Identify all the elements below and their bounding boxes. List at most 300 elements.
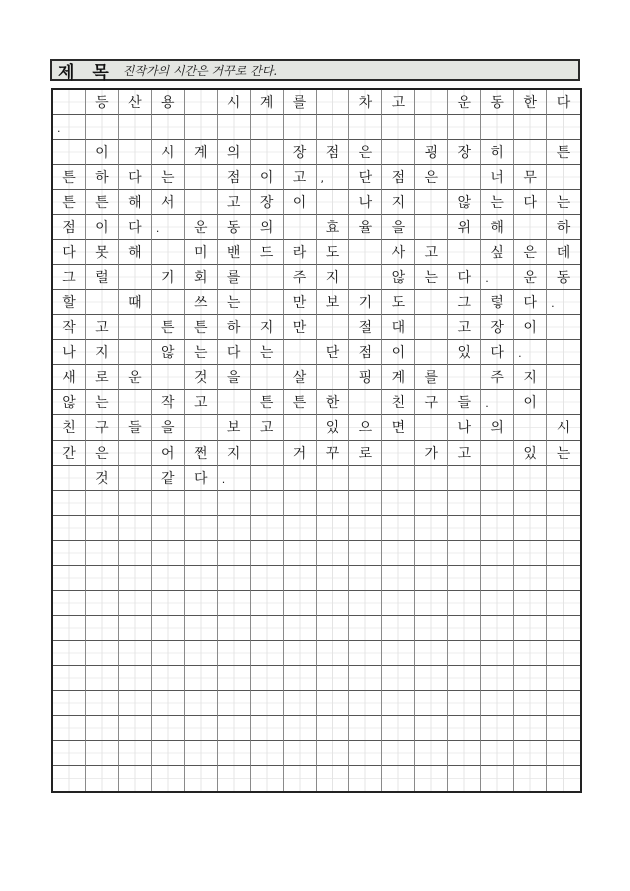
grid-cell	[415, 290, 448, 315]
grid-cell	[218, 591, 251, 616]
grid-cell	[349, 641, 382, 666]
grid-cell: 간	[53, 441, 86, 466]
grid-cell	[284, 766, 317, 791]
grid-cell: 고	[382, 90, 415, 115]
grid-cell: 단	[349, 165, 382, 190]
grid-cell: 튼	[152, 315, 185, 340]
grid-cell: 히	[481, 140, 514, 165]
grid-cell	[152, 716, 185, 741]
grid-cell	[481, 766, 514, 791]
grid-cell: 점	[218, 165, 251, 190]
grid-cell: 은	[514, 240, 547, 265]
grid-cell	[119, 566, 152, 591]
grid-cell	[86, 566, 119, 591]
grid-cell: 친	[382, 390, 415, 415]
grid-cell: 어	[152, 441, 185, 466]
grid-cell	[415, 190, 448, 215]
grid-cell: 으	[349, 415, 382, 440]
grid-cell	[382, 741, 415, 766]
grid-cell	[53, 466, 86, 491]
grid-cell	[382, 441, 415, 466]
grid-cell	[218, 766, 251, 791]
grid-cell	[119, 741, 152, 766]
grid-cell: 나	[53, 340, 86, 365]
grid-cell: 은	[86, 441, 119, 466]
grid-cell	[415, 691, 448, 716]
grid-cell	[119, 491, 152, 516]
grid-cell	[185, 516, 218, 541]
grid-cell: 은	[415, 165, 448, 190]
grid-cell	[349, 466, 382, 491]
grid-cell	[284, 415, 317, 440]
grid-cell	[284, 666, 317, 691]
grid-cell	[284, 616, 317, 641]
grid-cell	[514, 566, 547, 591]
grid-cell	[481, 616, 514, 641]
grid-cell	[349, 666, 382, 691]
grid-cell	[415, 315, 448, 340]
grid-cell	[415, 215, 448, 240]
grid-cell: .	[514, 340, 547, 365]
grid-cell	[185, 766, 218, 791]
grid-cell	[514, 716, 547, 741]
grid-cell: 지	[251, 315, 284, 340]
grid-cell: 의	[251, 215, 284, 240]
grid-cell: 절	[349, 315, 382, 340]
grid-cell	[284, 591, 317, 616]
grid-cell	[119, 691, 152, 716]
grid-cell: 기	[349, 290, 382, 315]
grid-cell	[218, 616, 251, 641]
grid-cell	[185, 165, 218, 190]
grid-cell	[382, 666, 415, 691]
grid-cell	[547, 541, 580, 566]
grid-cell: 을	[382, 215, 415, 240]
grid-cell: 튼	[185, 315, 218, 340]
grid-cell: 해	[119, 240, 152, 265]
grid-cell: 쓰	[185, 290, 218, 315]
grid-cell: 는	[547, 441, 580, 466]
grid-cell	[284, 566, 317, 591]
grid-cell: 고	[251, 415, 284, 440]
grid-cell: .	[53, 115, 86, 140]
grid-cell: 작	[152, 390, 185, 415]
grid-cell: 지	[317, 265, 350, 290]
grid-cell: 동	[218, 215, 251, 240]
grid-cell: 있	[448, 340, 481, 365]
grid-cell	[448, 666, 481, 691]
grid-cell: 고	[86, 315, 119, 340]
grid-cell	[448, 491, 481, 516]
grid-cell	[481, 591, 514, 616]
grid-cell: 이	[284, 190, 317, 215]
grid-cell: 이	[86, 215, 119, 240]
grid-cell	[317, 741, 350, 766]
grid-cell	[53, 140, 86, 165]
grid-cell: 는	[86, 390, 119, 415]
grid-cell	[86, 716, 119, 741]
grid-cell	[185, 616, 218, 641]
grid-cell	[251, 516, 284, 541]
grid-cell: 한	[317, 390, 350, 415]
grid-cell	[448, 165, 481, 190]
grid-cell: 데	[547, 240, 580, 265]
grid-cell	[349, 115, 382, 140]
grid-cell	[415, 466, 448, 491]
grid-cell: 주	[284, 265, 317, 290]
grid-cell: 고	[448, 315, 481, 340]
grid-cell: 만	[284, 315, 317, 340]
grid-cell: 다	[547, 90, 580, 115]
grid-cell: 점	[317, 140, 350, 165]
grid-cell: 운	[119, 365, 152, 390]
grid-cell	[514, 766, 547, 791]
grid-cell: 럴	[86, 265, 119, 290]
grid-cell: 만	[284, 290, 317, 315]
grid-cell	[218, 691, 251, 716]
grid-cell	[349, 491, 382, 516]
grid-cell: 튼	[53, 165, 86, 190]
grid-cell	[284, 115, 317, 140]
grid-cell	[251, 716, 284, 741]
grid-cell	[481, 491, 514, 516]
grid-cell	[251, 466, 284, 491]
grid-cell: 율	[349, 215, 382, 240]
grid-cell	[349, 691, 382, 716]
grid-cell	[317, 666, 350, 691]
grid-cell	[481, 516, 514, 541]
grid-cell	[251, 741, 284, 766]
grid-cell	[382, 766, 415, 791]
grid-cell	[382, 466, 415, 491]
grid-cell	[119, 140, 152, 165]
grid-cell	[547, 340, 580, 365]
grid-cell	[317, 616, 350, 641]
grid-cell	[86, 516, 119, 541]
grid-cell	[514, 616, 547, 641]
grid-cell	[448, 365, 481, 390]
grid-cell: 는	[547, 190, 580, 215]
grid-cell: 하	[218, 315, 251, 340]
grid-cell: .	[481, 265, 514, 290]
grid-cell	[185, 541, 218, 566]
grid-cell	[448, 691, 481, 716]
grid-cell: 나	[349, 190, 382, 215]
grid-cell	[317, 691, 350, 716]
grid-cell	[547, 466, 580, 491]
grid-cell	[317, 716, 350, 741]
grid-cell	[547, 591, 580, 616]
grid-cell	[481, 466, 514, 491]
grid-cell	[251, 265, 284, 290]
grid-cell	[152, 240, 185, 265]
grid-cell: 드	[251, 240, 284, 265]
grid-cell	[251, 491, 284, 516]
grid-cell: 할	[53, 290, 86, 315]
grid-cell	[185, 741, 218, 766]
grid-cell: 다	[218, 340, 251, 365]
grid-cell	[415, 666, 448, 691]
grid-cell	[251, 140, 284, 165]
grid-cell: 로	[349, 441, 382, 466]
grid-cell: 시	[547, 415, 580, 440]
grid-cell	[317, 115, 350, 140]
grid-cell: 는	[152, 165, 185, 190]
grid-cell: 장	[448, 140, 481, 165]
grid-cell	[152, 616, 185, 641]
grid-cell	[349, 265, 382, 290]
grid-cell	[415, 90, 448, 115]
grid-cell	[53, 691, 86, 716]
grid-cell: 는	[251, 340, 284, 365]
grid-cell: 회	[185, 265, 218, 290]
grid-cell	[514, 641, 547, 666]
grid-cell	[415, 741, 448, 766]
grid-cell	[284, 541, 317, 566]
grid-cell	[317, 315, 350, 340]
grid-cell: 다	[448, 265, 481, 290]
grid-cell	[152, 566, 185, 591]
grid-cell	[317, 466, 350, 491]
grid-cell	[185, 566, 218, 591]
grid-cell	[547, 491, 580, 516]
grid-cell: 고	[284, 165, 317, 190]
grid-cell	[481, 716, 514, 741]
grid-cell	[152, 290, 185, 315]
grid-cell: 면	[382, 415, 415, 440]
grid-cell: 친	[53, 415, 86, 440]
grid-cell	[317, 190, 350, 215]
grid-cell: 계	[382, 365, 415, 390]
grid-cell: 튼	[547, 140, 580, 165]
grid-cell	[53, 90, 86, 115]
grid-cell: 이	[514, 315, 547, 340]
grid-cell	[86, 115, 119, 140]
grid-cell	[53, 616, 86, 641]
grid-cell	[317, 566, 350, 591]
grid-cell	[382, 591, 415, 616]
grid-cell	[218, 516, 251, 541]
grid-cell: 이	[251, 165, 284, 190]
grid-cell	[481, 541, 514, 566]
grid-cell	[514, 466, 547, 491]
grid-cell	[152, 666, 185, 691]
grid-cell	[152, 691, 185, 716]
grid-cell	[251, 541, 284, 566]
grid-cell	[448, 766, 481, 791]
grid-cell: 못	[86, 240, 119, 265]
grid-cell	[251, 666, 284, 691]
grid-cell	[547, 766, 580, 791]
grid-cell: 은	[349, 140, 382, 165]
manuscript-grid	[51, 88, 582, 793]
grid-cell: 다	[514, 290, 547, 315]
grid-cell: 다	[119, 215, 152, 240]
grid-cell: 의	[218, 140, 251, 165]
grid-cell: 단	[317, 340, 350, 365]
grid-cell: 있	[317, 415, 350, 440]
grid-cell	[251, 641, 284, 666]
grid-cell	[119, 315, 152, 340]
grid-cell: 튼	[284, 390, 317, 415]
grid-cell	[349, 716, 382, 741]
grid-cell: 다	[185, 466, 218, 491]
grid-cell	[448, 591, 481, 616]
grid-cell: 고	[185, 390, 218, 415]
grid-cell	[547, 641, 580, 666]
grid-cell: 다	[119, 165, 152, 190]
grid-cell	[481, 641, 514, 666]
grid-cell	[415, 415, 448, 440]
grid-cell	[514, 591, 547, 616]
grid-cell	[547, 716, 580, 741]
grid-cell	[415, 491, 448, 516]
grid-cell: 들	[119, 415, 152, 440]
grid-cell: 효	[317, 215, 350, 240]
grid-cell: 그	[448, 290, 481, 315]
grid-cell: 지	[382, 190, 415, 215]
grid-cell	[119, 516, 152, 541]
grid-cell	[86, 741, 119, 766]
grid-cell	[218, 541, 251, 566]
grid-cell: 도	[317, 240, 350, 265]
grid-cell: 를	[284, 90, 317, 115]
grid-cell: 을	[218, 365, 251, 390]
grid-cell: 는	[185, 340, 218, 365]
grid-cell	[415, 591, 448, 616]
grid-cell: 시	[152, 140, 185, 165]
grid-cell	[349, 591, 382, 616]
grid-cell	[448, 716, 481, 741]
grid-cell: 점	[349, 340, 382, 365]
grid-cell: 굉	[415, 140, 448, 165]
grid-cell	[218, 115, 251, 140]
grid-cell	[448, 641, 481, 666]
grid-cell	[448, 240, 481, 265]
grid-cell: 이	[86, 140, 119, 165]
grid-cell: 렇	[481, 290, 514, 315]
grid-cell	[547, 741, 580, 766]
grid-cell	[119, 390, 152, 415]
grid-cell: 동	[547, 265, 580, 290]
grid-cell	[317, 641, 350, 666]
grid-cell: 을	[152, 415, 185, 440]
grid-cell	[349, 741, 382, 766]
grid-cell	[284, 491, 317, 516]
grid-cell	[185, 90, 218, 115]
grid-cell	[185, 115, 218, 140]
grid-cell: 하	[547, 215, 580, 240]
grid-cell	[481, 666, 514, 691]
grid-cell: .	[547, 290, 580, 315]
grid-cell	[53, 491, 86, 516]
grid-cell: 계	[185, 140, 218, 165]
grid-cell	[448, 566, 481, 591]
grid-cell	[86, 616, 119, 641]
grid-cell: .	[218, 466, 251, 491]
grid-cell	[119, 115, 152, 140]
grid-cell	[284, 691, 317, 716]
grid-cell	[317, 591, 350, 616]
grid-cell: 주	[481, 365, 514, 390]
grid-cell: 점	[382, 165, 415, 190]
grid-cell: 지	[514, 365, 547, 390]
grid-cell: 고	[218, 190, 251, 215]
grid-cell	[86, 541, 119, 566]
grid-cell	[251, 441, 284, 466]
grid-cell	[349, 240, 382, 265]
grid-cell	[514, 115, 547, 140]
grid-cell	[415, 541, 448, 566]
grid-cell	[251, 766, 284, 791]
grid-cell: 때	[119, 290, 152, 315]
grid-cell	[317, 541, 350, 566]
grid-cell	[382, 716, 415, 741]
grid-cell: 튼	[53, 190, 86, 215]
grid-cell: 계	[251, 90, 284, 115]
grid-cell	[86, 491, 119, 516]
grid-cell: 는	[218, 290, 251, 315]
grid-cell	[415, 115, 448, 140]
grid-cell: 운	[514, 265, 547, 290]
grid-cell	[185, 691, 218, 716]
grid-cell	[218, 390, 251, 415]
grid-cell: 를	[415, 365, 448, 390]
grid-cell	[448, 516, 481, 541]
grid-cell	[152, 641, 185, 666]
grid-cell	[448, 616, 481, 641]
grid-cell	[317, 491, 350, 516]
grid-cell	[119, 716, 152, 741]
grid-cell	[284, 716, 317, 741]
grid-cell	[284, 516, 317, 541]
grid-cell	[547, 516, 580, 541]
grid-cell: 너	[481, 165, 514, 190]
grid-cell	[547, 616, 580, 641]
grid-cell	[382, 641, 415, 666]
grid-cell: 이	[514, 390, 547, 415]
grid-cell: 튼	[86, 190, 119, 215]
grid-cell: 등	[86, 90, 119, 115]
grid-cell: 운	[185, 215, 218, 240]
essay-title: 진작가의 시간은 거꾸로 간다.	[122, 63, 278, 78]
grid-cell: 않	[152, 340, 185, 365]
grid-cell	[415, 716, 448, 741]
grid-cell	[415, 340, 448, 365]
grid-cell: 도	[382, 290, 415, 315]
grid-cell	[284, 466, 317, 491]
grid-cell	[514, 691, 547, 716]
grid-cell	[317, 766, 350, 791]
grid-cell	[547, 691, 580, 716]
grid-cell	[218, 641, 251, 666]
grid-cell: 장	[481, 315, 514, 340]
grid-cell: 작	[53, 315, 86, 340]
grid-cell	[448, 466, 481, 491]
grid-cell	[514, 415, 547, 440]
grid-cell: 장	[251, 190, 284, 215]
grid-cell	[284, 340, 317, 365]
grid-cell: 고	[415, 240, 448, 265]
grid-cell	[317, 516, 350, 541]
grid-cell	[119, 541, 152, 566]
grid-cell: 다	[481, 340, 514, 365]
grid-cell	[415, 641, 448, 666]
grid-cell	[53, 541, 86, 566]
title-box	[50, 59, 580, 81]
grid-cell: 를	[218, 265, 251, 290]
grid-cell	[317, 90, 350, 115]
